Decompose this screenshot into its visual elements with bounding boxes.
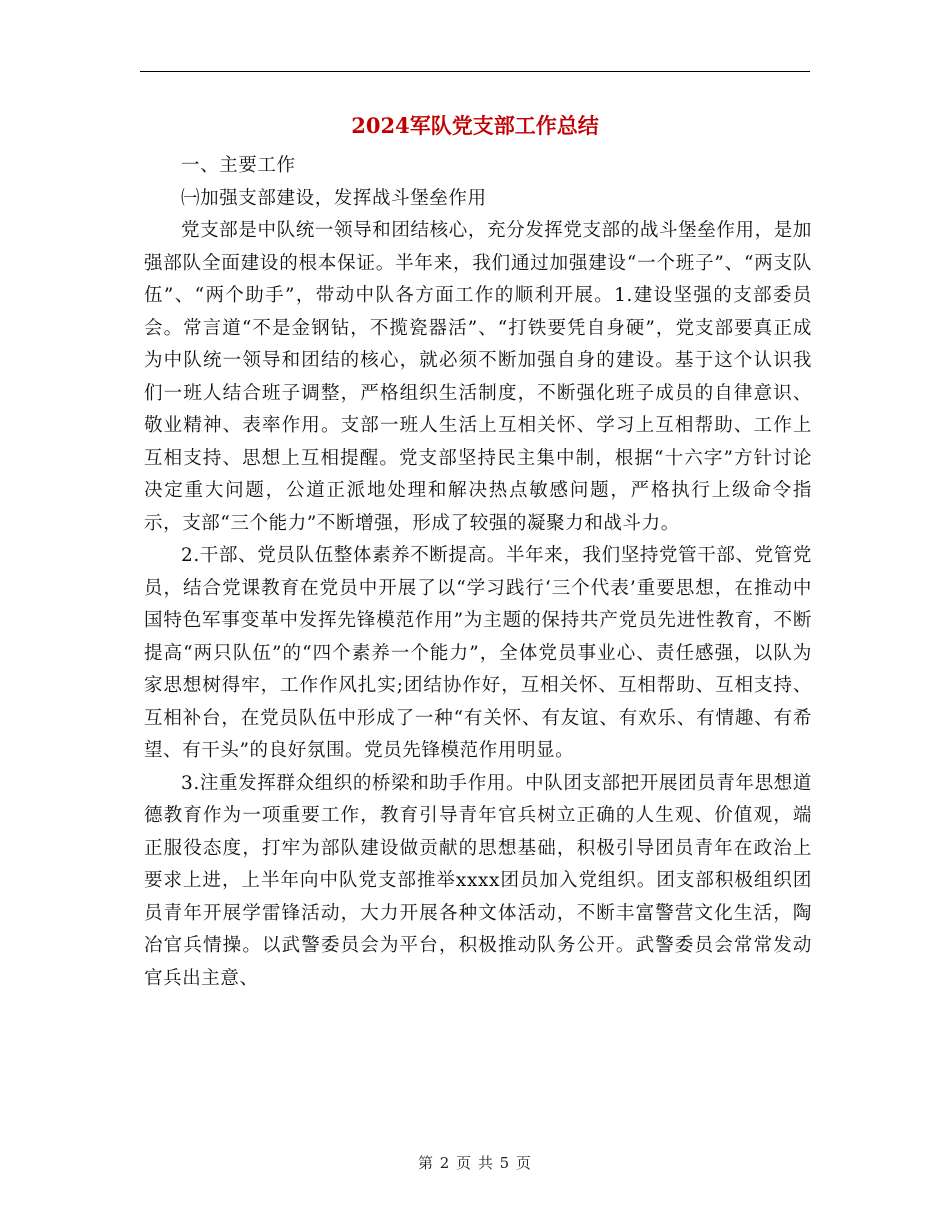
paragraph: 3.注重发挥群众组织的桥梁和助手作用。中队团支部把开展团员青年思想道德教育作为一项重要工作，教育引导青年官兵树立正确的人生观、价值观，端正服役态度，打牢为部队建设做贡献的思想基础，积极引导团员青年在政治上要求上进，上半年向中队党支部推举xxxx团员加入党组织。团支部积极组织团员青年开展学雷锋活动，大力开展各种文体活动，不断丰富警营文化生活，陶冶官兵情操。以武警委员会为平台，积极推动队务公开。武警委员会常常发动官兵出主意、 bbox=[144, 772, 812, 989]
header-rule bbox=[140, 71, 810, 72]
page-footer: 第 2 页 共 5 页 bbox=[418, 1154, 532, 1172]
paragraph: 2.干部、党员队伍整体素养不断提高。半年来，我们坚持党管干部、党管党员，结合党课教育在党员中开展了以“学习践行‘三个代表’重要思想，在推动中国特色军事变革中发挥先锋模范作用”为主题的保持共产党员先进性教育，不断提高“两只队伍”的“四个素养一个能力”，全体党员事业心、责任感强，以队为家思想树得牢，工作作风扎实;团结协作好，互相关怀、互相帮助、互相支持、互相补台，在党员队伍中形成了一种“有关怀、有友谊、有欢乐、有情趣、有希望、有干头”的良好氛围。党员先锋模范作用明显。 bbox=[144, 545, 812, 761]
paragraph: 党支部是中队统一领导和团结核心，充分发挥党支部的战斗堡垒作用，是加强部队全面建设的根本保证。半年来，我们通过加强建设“一个班子”、“两支队伍”、“两个助手”，带动中队各方面工作的顺利开展。1.建设坚强的支部委员会。常言道“不是金钢钻，不揽瓷器活”、“打铁要凭自身硬”，党支部要真正成为中队统一领导和团结的核心，就必须不断加强自身的建设。基于这个认识我们一班人结合班子调整，严格组织生活制度，不断强化班子成员的自律意识、敬业精神、表率作用。支部一班人生活上互相关怀、学习上互相帮助、工作上互相支持、思想上互相提醒。党支部坚持民主集中制，根据“十六字”方针讨论决定重大问题，公道正派地处理和解决热点敏感问题，严格执行上级命令指示，支部“三个能力”不断增强，形成了较强的凝聚力和战斗力。 bbox=[144, 220, 812, 534]
section-heading: 一、主要工作 bbox=[181, 155, 296, 176]
document-body bbox=[144, 150, 812, 995]
document-title: 2024军队党支部工作总结 bbox=[351, 113, 599, 138]
subsection-heading: ㈠加强支部建设，发挥战斗堡垒作用 bbox=[181, 187, 487, 209]
